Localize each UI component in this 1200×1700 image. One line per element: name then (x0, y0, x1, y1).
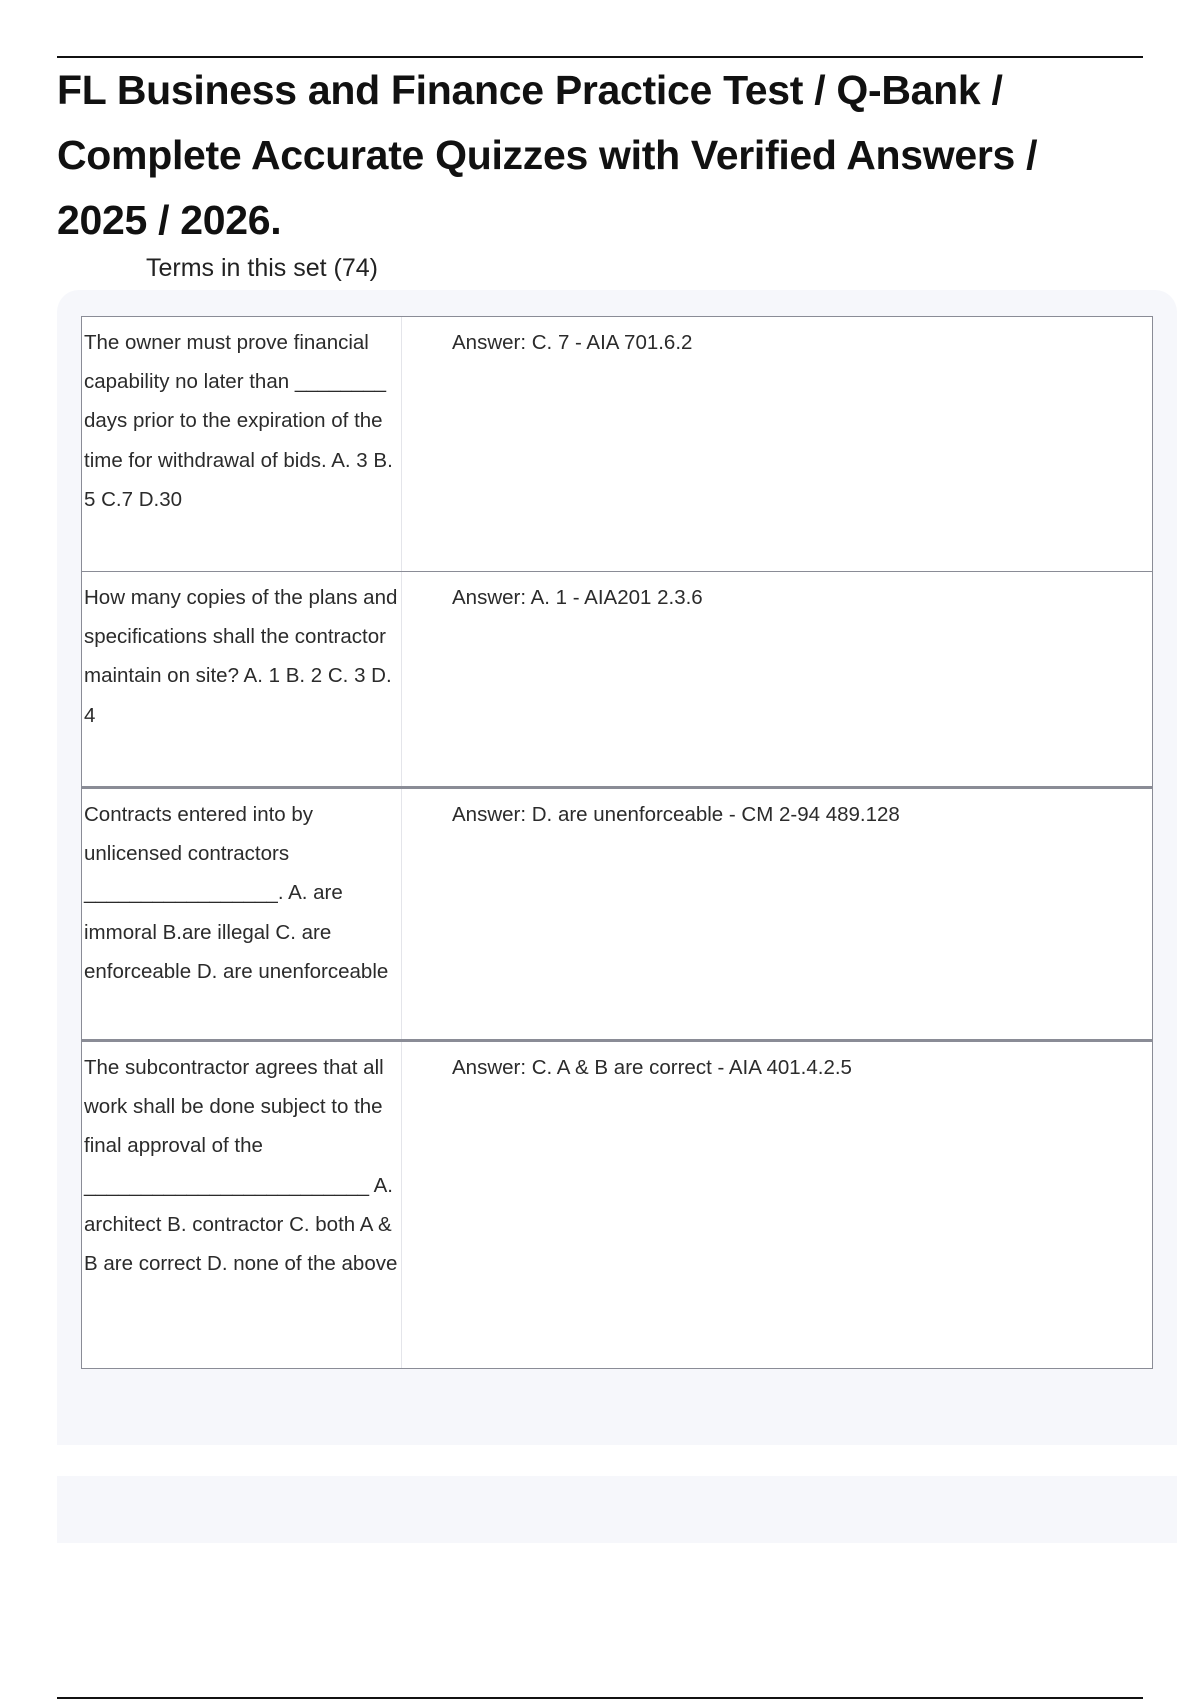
term-question: The owner must prove financial capability no later than ________ days prior to the expiration of the time for withdrawal of bids. A. 3 B. 5 C.7 D.30 (82, 317, 402, 571)
terms-count: Terms in this set (74) (146, 254, 379, 282)
bottom-rule (57, 1697, 1143, 1699)
term-row (82, 786, 1152, 1039)
term-row (82, 317, 1152, 571)
term-answer: Answer: D. are unenforceable - CM 2-94 489.128 (452, 803, 900, 826)
term-answer: Answer: C. 7 - AIA 701.6.2 (452, 331, 693, 354)
term-question: The subcontractor agrees that all work shall be done subject to the final approval of the _________________________ A. architect B. contractor C. both A & B are correct D. none of the above (82, 1042, 402, 1368)
document-title: FL Business and Finance Practice Test / Q-Bank / Complete Accurate Quizzes with Verified Answers / 2025 / 2026. (57, 67, 1038, 243)
term-row (82, 1039, 1152, 1368)
footer-panel (57, 1476, 1177, 1543)
term-answer: Answer: A. 1 - AIA201 2.3.6 (452, 586, 703, 609)
term-question: How many copies of the plans and specifications shall the contractor maintain on site? A. 1 B. 2 C. 3 D. 4 (82, 572, 402, 786)
term-row (82, 571, 1152, 786)
terms-table (81, 316, 1153, 1369)
term-question: Contracts entered into by unlicensed contractors _________________. A. are immoral B.are illegal C. are enforceable D. are unenforceable (82, 789, 402, 1039)
term-answer: Answer: C. A & B are correct - AIA 401.4.2.5 (452, 1056, 852, 1079)
